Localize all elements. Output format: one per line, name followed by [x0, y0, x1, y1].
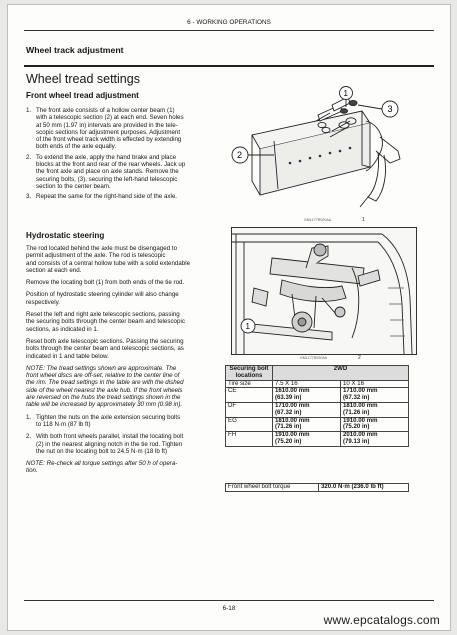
- hydro-step-1: 1. Tighten the nuts on the axle extension securing bolts to 118 N·m (87 lb ft): [26, 413, 181, 428]
- watermark: www.epcatalogs.com: [323, 613, 440, 627]
- page-number: 6-18: [222, 605, 236, 612]
- header-rule: [24, 30, 434, 31]
- front-step-3: 3. Repeat the same for the right-hand side of the axle.: [26, 193, 178, 201]
- hydro-step-2: 2. With both front wheels parallel, install the locating bolt (2) in the nearest aligning notch in the tie rod. Tighten the nut on the locating bolt to 24.5 N·m (18 lb ft): [26, 433, 184, 455]
- title-rule: [24, 65, 434, 67]
- callout-1: 1: [343, 89, 348, 98]
- tire-size-label: Tire size: [226, 380, 273, 388]
- note-recheck-torque: NOTE: Re-check all torque settings after 50 h of opera- tion.: [26, 460, 178, 475]
- page-title: Wheel tread settings: [26, 72, 140, 86]
- table-row: DF 1710.00 mm (67.32 in) 1810.00 mm (71.26 in): [226, 402, 409, 417]
- torque-label: Front wheel bolt torque: [226, 484, 319, 492]
- front-heading: Front wheel tread adjustment: [26, 91, 139, 100]
- figure-1-caption: GML177R020AA 1: [304, 217, 365, 223]
- title-small: Wheel track adjustment: [26, 45, 124, 55]
- tread-settings-table: [225, 365, 409, 447]
- hydro-paragraph-1: The rod located behind the axle must be disengaged to permit adjustment of the axle. The rod is telescopic and consists of a central hollow tube with a solid extendable section at each end.: [26, 245, 191, 274]
- hydro-text: [26, 245, 226, 475]
- hydro-heading: Hydrostatic steering: [26, 231, 105, 240]
- note-tread-settings: NOTE: The tread settings shown are approximate. The front wheel discs are off-set, relative to the center line of the rim. The tread settings in the table are with the dished side of the wheel nearest the axle hub. If the front wheels are reversed on the hubs the tread settings shown in the table will be increased by approximately 30 mm (0.98 in).: [26, 364, 184, 409]
- steering-cylinder-drawing: [232, 228, 416, 354]
- axle-extension-drawing: [230, 85, 412, 217]
- front-steps: [26, 107, 222, 201]
- figure-2-caption: GML177R020AA 2: [300, 355, 361, 361]
- hydro-paragraph-2: Remove the locating bolt (1) from both ends of the tie rod.: [26, 279, 185, 287]
- table-row: EG 1810.00 mm (71.26 in) 1910.00 mm (75.20 in): [226, 417, 409, 432]
- hydro-paragraph-5: Reset both axle telescopic sections. Passing the securing bolts through the center beam and telescopic sections, as indicated in 1 and table below.: [26, 337, 184, 360]
- col-header-locations: Securing bolt locations: [226, 366, 273, 381]
- figure-2: [231, 227, 417, 355]
- section-header: 6 - WORKING OPERATIONS: [187, 19, 271, 26]
- col-header-2wd: 2WD: [273, 366, 409, 381]
- front-step-1: 1. The front axle consists of a hollow center beam (1) with a telescopic section (2) at each end. Seven holes at 50 mm (1.97 in) intervals are provided in the tele- scopic sections for adjustment purposes. Adjustment of the front wheel track width is effected by extending both ends of the axle equally.: [26, 107, 184, 151]
- torque-value: 320.0 N·m (236.0 lb ft): [319, 484, 409, 492]
- callout-2: 2: [237, 150, 243, 160]
- hydro-paragraph-4: Reset the left and right axle telescopic sections, passing the securing bolts through the center beam and telescopic sections, as indicated in 1.: [26, 311, 185, 333]
- torque-table: [225, 483, 409, 492]
- figure-1: [230, 85, 412, 223]
- footer-rule: [24, 600, 434, 601]
- front-step-2: 2. To extend the axle, apply the hand brake and place blocks at the front and rear of the rear wheels. Jack up the front axle and place on axle stands. Remove the securing bolts, (3), securing the left-hand telescopic section to the center beam.: [26, 153, 186, 190]
- tire-size-1: 7.5 X 16: [273, 380, 341, 388]
- hydro-paragraph-3: Position of hydrostatic steering cylinder will also change respectively.: [26, 291, 179, 306]
- svg-text:1: 1: [245, 322, 250, 331]
- manual-page: [7, 4, 451, 631]
- callout-3: 3: [387, 104, 393, 114]
- table-row: CE 1610.00 mm (63.39 in) 1710.00 mm (67.32 in): [226, 388, 409, 403]
- table-row: FH 1910.00 mm (75.20 in) 2010.00 mm (79.13 in): [226, 432, 409, 447]
- tire-size-2: 10 X 16: [341, 380, 409, 388]
